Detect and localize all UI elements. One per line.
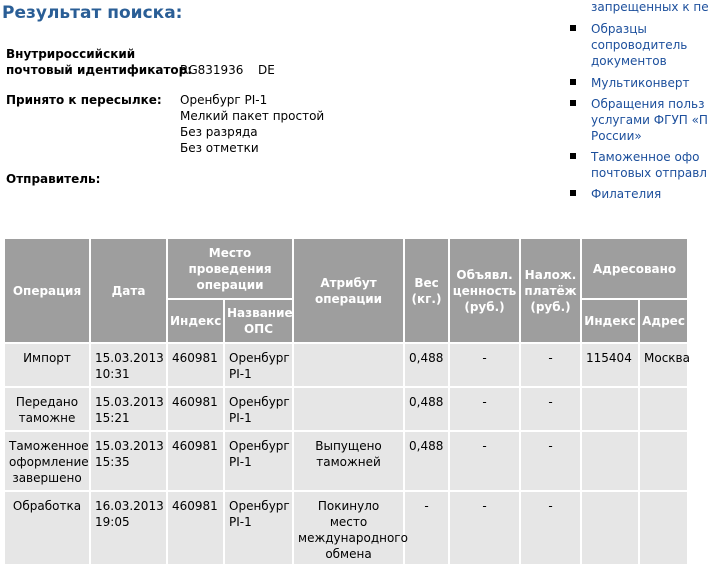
cell-attribute: Покинуло место международного обмена: [293, 491, 404, 565]
cell-operation: Импорт: [4, 343, 90, 387]
cell-addr-index: [581, 431, 639, 491]
cell-addr-index: 115404: [581, 343, 639, 387]
cell-date: 15.03.2013 15:21: [90, 387, 167, 431]
bullet-icon: [570, 100, 576, 106]
table-row: [4, 491, 688, 565]
postal-id-label-line2: почтовый идентификатор:: [6, 63, 193, 77]
cell-index: 460981: [167, 343, 224, 387]
header-declared-value: Объявл. ценность (руб.): [449, 238, 520, 343]
cell-attribute: [293, 387, 404, 431]
cell-address: [639, 491, 688, 565]
cell-operation: Таможенное оформление завершено: [4, 431, 90, 491]
cell-index: 460981: [167, 387, 224, 431]
cell-address: [639, 387, 688, 431]
page-title: Результат поиска:: [2, 3, 183, 23]
cell-ops: Оренбург PI-1: [224, 343, 293, 387]
bullet-icon: [570, 190, 576, 196]
cell-addr-index: [581, 491, 639, 565]
table-row: [4, 343, 688, 387]
sidebar-link[interactable]: запрещенных к пе: [591, 0, 709, 14]
cell-attribute: [293, 343, 404, 387]
sidebar-link-line[interactable]: России»: [591, 129, 642, 143]
accepted-line: Оренбург PI-1: [180, 93, 268, 107]
sidebar-link-line[interactable]: Мультиконверт: [591, 76, 690, 90]
cell-declared: -: [449, 491, 520, 565]
table-row: [4, 431, 688, 491]
cell-address: [639, 431, 688, 491]
sidebar-link[interactable]: [591, 186, 661, 202]
cell-ops: Оренбург PI-1: [224, 431, 293, 491]
cell-weight: -: [404, 491, 449, 565]
sidebar-link[interactable]: [591, 21, 687, 69]
header-place-name: Название ОПС: [224, 299, 293, 343]
sidebar-link-line[interactable]: Филателия: [591, 187, 662, 201]
cell-weight: 0,488: [404, 343, 449, 387]
header-date: Дата: [90, 238, 167, 343]
bullet-icon: [570, 153, 576, 159]
sidebar-link[interactable]: [591, 149, 707, 181]
bullet-icon: [570, 25, 576, 31]
accepted-line: Мелкий пакет простой: [180, 109, 325, 123]
cell-operation: Передано таможне: [4, 387, 90, 431]
cell-ops: Оренбург PI-1: [224, 491, 293, 565]
sidebar-link-line[interactable]: услугами ФГУП «П: [591, 113, 708, 127]
cell-ops: Оренбург PI-1: [224, 387, 293, 431]
cell-operation: Обработка: [4, 491, 90, 565]
header-weight: Вес (кг.): [404, 238, 449, 343]
cell-date: 15.03.2013 10:31: [90, 343, 167, 387]
sidebar-link-line[interactable]: Обращения польз: [591, 97, 705, 111]
bullet-icon: [570, 79, 576, 85]
cell-addr-index: [581, 387, 639, 431]
header-addr-address: Адрес: [639, 299, 688, 343]
sidebar-link-line[interactable]: Таможенное офо: [591, 150, 700, 164]
postal-id-label-line1: Внутрироссийский: [6, 47, 136, 61]
sidebar-links: [570, 0, 709, 230]
accepted-line: Без отметки: [180, 141, 259, 155]
sidebar-link[interactable]: [591, 96, 708, 144]
operations-table: [3, 237, 689, 566]
cell-weight: 0,488: [404, 387, 449, 431]
header-cod: Налож. платёж (руб.): [520, 238, 581, 343]
cell-declared: -: [449, 387, 520, 431]
postal-id-value: RG831936: [180, 63, 244, 77]
sidebar-link-line[interactable]: сопроводитель: [591, 38, 688, 52]
cell-address: Москва: [639, 343, 688, 387]
sender-label: Отправитель:: [6, 172, 101, 186]
accepted-values: [180, 92, 324, 156]
header-place-index: Индекс: [167, 299, 224, 343]
header-addr-index: Индекс: [581, 299, 639, 343]
sidebar-link[interactable]: [591, 75, 689, 91]
postal-id-country: DE: [258, 63, 275, 77]
cell-attribute: Выпущено таможней: [293, 431, 404, 491]
cell-cod: -: [520, 431, 581, 491]
cell-cod: -: [520, 387, 581, 431]
cell-date: 15.03.2013 15:35: [90, 431, 167, 491]
accepted-line: Без разряда: [180, 125, 258, 139]
cell-cod: -: [520, 491, 581, 565]
cell-declared: -: [449, 343, 520, 387]
cell-weight: 0,488: [404, 431, 449, 491]
accepted-label: Принято к пересылке:: [6, 93, 162, 107]
sidebar-link-line[interactable]: Образцы: [591, 22, 647, 36]
table-row: [4, 387, 688, 431]
postal-id-label: [6, 46, 192, 78]
sidebar-link-line[interactable]: почтовых отправл: [591, 166, 707, 180]
sidebar-link-line[interactable]: документов: [591, 54, 667, 68]
cell-cod: -: [520, 343, 581, 387]
header-place: Место проведения операции: [167, 238, 293, 299]
cell-declared: -: [449, 431, 520, 491]
header-addressed: Адресовано: [581, 238, 688, 299]
header-attribute: Атрибут операции: [293, 238, 404, 343]
cell-index: 460981: [167, 431, 224, 491]
header-operation: Операция: [4, 238, 90, 343]
cell-date: 16.03.2013 19:05: [90, 491, 167, 565]
cell-index: 460981: [167, 491, 224, 565]
